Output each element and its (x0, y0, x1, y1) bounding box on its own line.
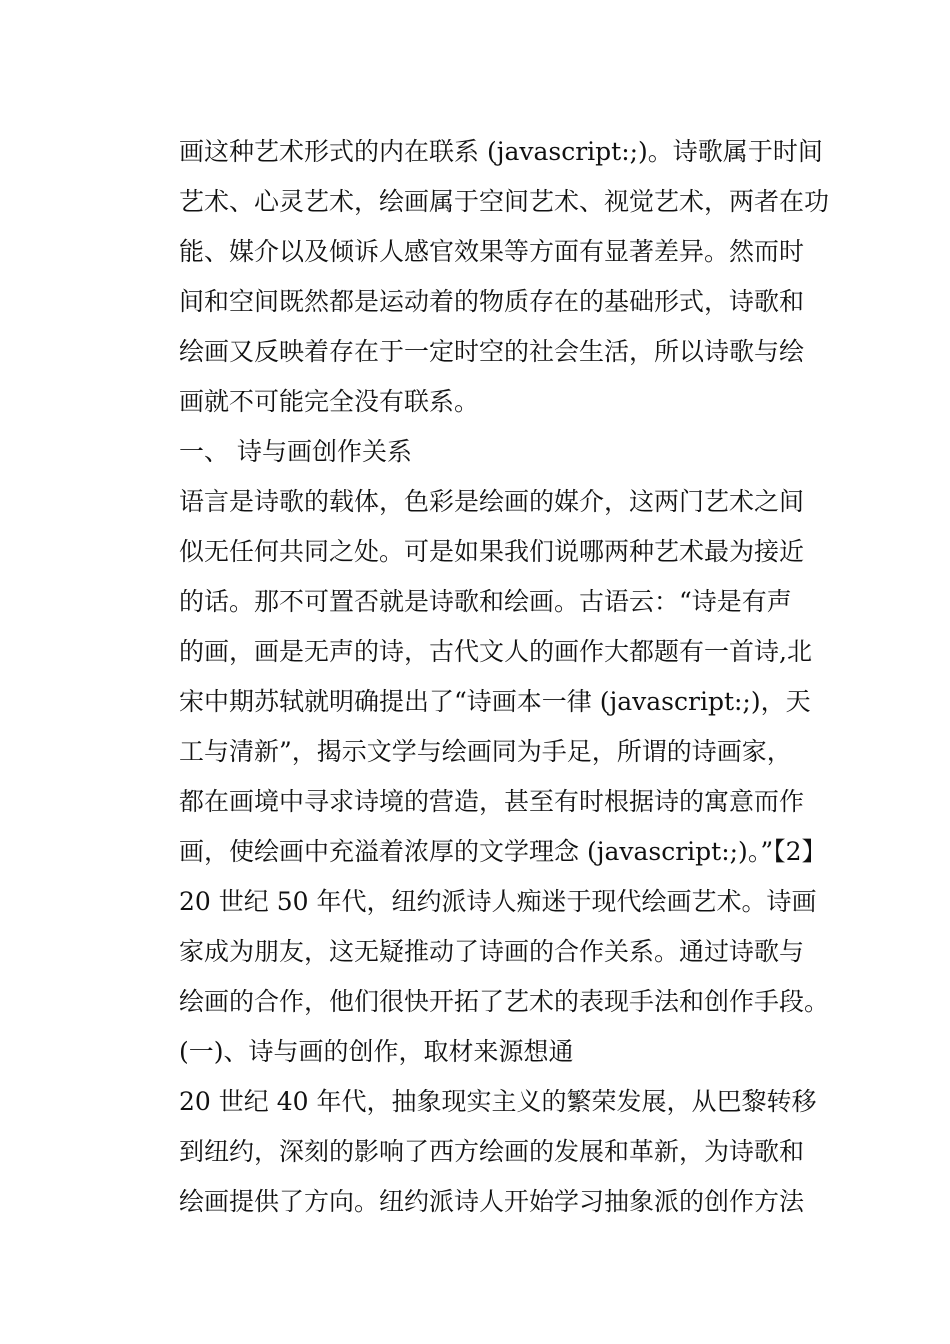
paragraph-line: 语言是诗歌的载体，色彩是绘画的媒介，这两门艺术之间 (179, 487, 805, 516)
paragraph-line: 画，使绘画中充溢着浓厚的文学理念 (javascript:;)。”【2】 (179, 837, 827, 866)
paragraph-line: 绘画又反映着存在于一定时空的社会生活，所以诗歌与绘 (179, 337, 805, 366)
section-heading: 一、 诗与画创作关系 (179, 437, 412, 466)
paragraph-line: 画就不可能完全没有联系。 (179, 387, 480, 416)
paragraph-line: 能、媒介以及倾诉人感官效果等方面有显著差异。然而时 (179, 237, 805, 266)
paragraph-line: 的画，画是无声的诗，古代文人的画作大都题有一首诗,北 (179, 637, 812, 666)
document-body (179, 127, 829, 1227)
paragraph-line: 到纽约，深刻的影响了西方绘画的发展和革新，为诗歌和 (179, 1137, 805, 1166)
paragraph-line: 似无任何共同之处。可是如果我们说哪两种艺术最为接近 (179, 537, 805, 566)
paragraph-line: 家成为朋友，这无疑推动了诗画的合作关系。通过诗歌与 (179, 937, 805, 966)
paragraph-line: 绘画提供了方向。纽约派诗人开始学习抽象派的创作方法 (179, 1187, 805, 1216)
paragraph-line: 画这种艺术形式的内在联系 (javascript:;)。诗歌属于时间 (179, 137, 823, 166)
paragraph-line: 宋中期苏轼就明确提出了“诗画本一律 (javascript:;)，天 (179, 687, 811, 716)
paragraph-line: 艺术、心灵艺术，绘画属于空间艺术、视觉艺术，两者在功 (179, 187, 830, 216)
paragraph-line: 间和空间既然都是运动着的物质存在的基础形式，诗歌和 (179, 287, 805, 316)
subsection-heading: (一)、诗与画的创作，取材来源想通 (179, 1037, 574, 1066)
paragraph-line: 都在画境中寻求诗境的营造，甚至有时根据诗的寓意而作 (179, 787, 805, 816)
paragraph-line: 20 世纪 40 年代，抽象现实主义的繁荣发展，从巴黎转移 (179, 1087, 817, 1116)
paragraph-line: 绘画的合作，他们很快开拓了艺术的表现手法和创作手段。 (179, 987, 830, 1016)
paragraph-line: 工与清新”，揭示文学与绘画同为手足，所谓的诗画家， (179, 737, 792, 766)
paragraph-line: 的话。那不可置否就是诗歌和绘画。古语云：“诗是有声 (179, 587, 792, 616)
paragraph-line: 20 世纪 50 年代，纽约派诗人痴迷于现代绘画艺术。诗画 (179, 887, 817, 916)
